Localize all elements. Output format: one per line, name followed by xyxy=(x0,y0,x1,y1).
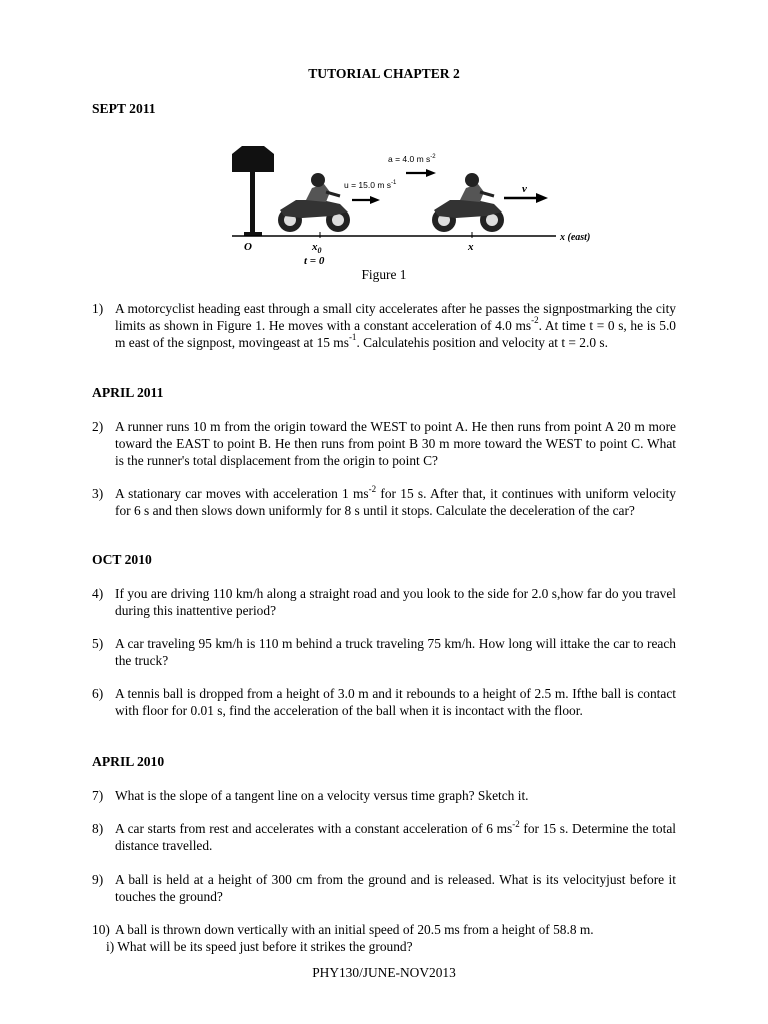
question-9 xyxy=(92,872,676,906)
question-text: A stationary car moves with acceleration 1 $ms^{-2}$ for 15 s. After that, it continues with uniform velocity for 6 s and then slows down uniformly for 8 s until it stops. Calculate the deceleration of the car? xyxy=(115,483,676,518)
motorcycle-1-icon xyxy=(278,173,350,232)
signpost-icon xyxy=(232,146,274,236)
question-text: What is the slope of a tangent line on a velocity versus time graph? Sketch it. xyxy=(115,788,529,803)
question-6 xyxy=(92,686,676,720)
question-text: A motorcyclist heading east through a small city accelerates after he passes the signpostmarking the city limits as shown in Figure 1. He moves with a constant acceleration of 4.0 $ms^{-2}$. At time t = 0 s, he is 5.0 m east of the signpost, movingeast at 15 $ms^{-1}$. Calculatehis position and velocity at t = 2.0 s. xyxy=(115,301,676,350)
question-text: A runner runs 10 m from the origin toward the WEST to point A. He then runs from point A 20 m more toward the EAST to point B. He then runs from point B 30 m more toward the WEST to point C. What is the runner's total displacement from the origin to point C? xyxy=(115,419,676,468)
question-number: 7) xyxy=(92,788,104,803)
question-text: A ball is thrown down vertically with an initial speed of 20.5 ms from a height of 58.8 m. xyxy=(115,922,594,937)
question-number: 10) xyxy=(92,922,110,937)
question-text: A car traveling 95 km/h is 110 m behind a truck traveling 75 km/h. How long will ittake the car to reach the truck? xyxy=(115,636,676,668)
figure-caption: Figure 1 xyxy=(361,267,407,282)
question-number: 4) xyxy=(92,586,104,601)
v-label: v xyxy=(522,183,527,195)
motorcycle-2-icon xyxy=(432,173,504,232)
accel-label: a = 4.0 m $s^{-2}$ xyxy=(388,154,436,164)
question-number: 8) xyxy=(92,821,104,836)
question-1 xyxy=(92,301,676,351)
question-text: A car starts from rest and accelerates with a constant acceleration of 6 $ms^{-2}$ for 15 s. Determine the total distance travelled. xyxy=(115,818,677,853)
question-number: 1) xyxy=(92,301,104,316)
figure-1 xyxy=(222,140,602,266)
question-number: 6) xyxy=(92,686,104,701)
section-heading-oct-2010: OCT 2010 xyxy=(92,552,152,567)
speed-label: u = 15.0 m $s^{-1}$ xyxy=(344,180,397,190)
page-footer: PHY130/JUNE-NOV2013 xyxy=(312,965,456,980)
axis-label: x (east) xyxy=(560,232,591,243)
question-text: A tennis ball is dropped from a height of 3.0 m and it rebounds to a height of 2.5 m. Ifthe ball is contact with floor for 0.01 s, find the acceleration of the ball when it is incontact with the floor. xyxy=(115,686,676,718)
question-text: A ball is held at a height of 300 cm from the ground and is released. What is its velocityjust before it touches the ground? xyxy=(115,872,676,904)
question-3 xyxy=(92,483,676,520)
question-number: 5) xyxy=(92,636,104,651)
question-7 xyxy=(92,788,676,805)
question-8 xyxy=(92,818,677,855)
question-number: 3) xyxy=(92,486,104,501)
origin-label: O xyxy=(244,241,252,253)
section-heading-april-2010: APRIL 2010 xyxy=(92,754,165,769)
question-text: If you are driving 110 km/h along a straight road and you look to the side for 2.0 s,how far do you travel during this inattentive period? xyxy=(115,586,676,618)
figure-1-illustration xyxy=(222,140,602,266)
question-4 xyxy=(92,586,676,620)
section-heading-sept-2011: SEPT 2011 xyxy=(92,101,156,116)
question-subpart: i) What will be its speed just before it strikes the ground? xyxy=(106,938,413,954)
section-heading-april-2011: APRIL 2011 xyxy=(92,385,164,400)
question-2 xyxy=(92,419,676,469)
question-5 xyxy=(92,636,676,670)
question-number: 9) xyxy=(92,872,104,887)
t-label: t = 0 xyxy=(304,255,325,266)
x-label: x xyxy=(468,241,474,253)
x0-label: $x_0$ xyxy=(312,241,322,255)
question-10 xyxy=(92,922,676,956)
page-title: TUTORIAL CHAPTER 2 xyxy=(308,66,460,81)
question-number: 2) xyxy=(92,419,104,434)
